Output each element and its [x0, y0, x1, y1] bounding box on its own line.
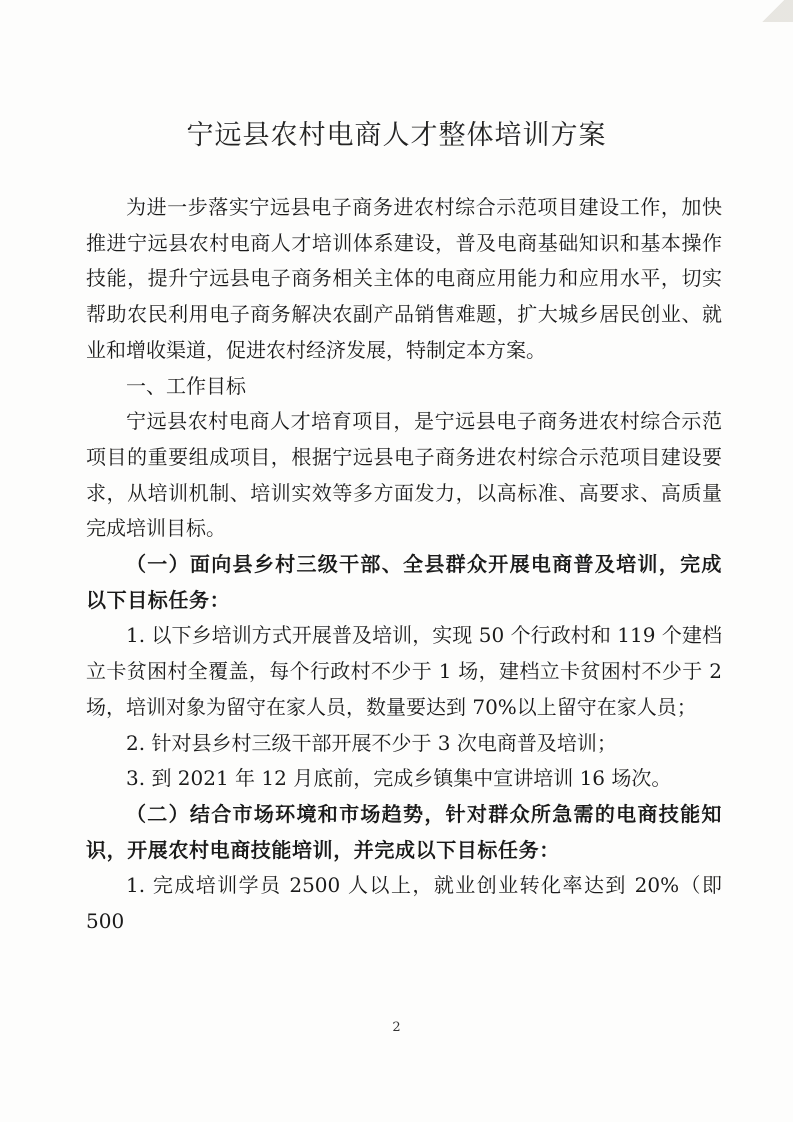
subsection-heading-2: （二）结合市场环境和市场趋势，针对群众所急需的电商技能知识，开展农村电商技能培训，并完成以下目标任务： — [86, 801, 722, 862]
section-heading-work-goals: 一、工作目标 — [126, 373, 246, 398]
page-corner-shadow — [753, 0, 793, 22]
subsection-heading-1: （一）面向县乡村三级干部、全县群众开展电商普及培训，完成以下目标任务： — [86, 552, 722, 612]
document-title: 宁远县农村电商人才整体培训方案 — [186, 120, 607, 151]
goals-paragraph: 宁远县农村电商人才培育项目，是宁远县电子商务进农村综合示范项目的重要组成项目，根据宁远县电子商务进农村综合示范项目建设要求，从培训机制、培训实效等多方面发力，以高标准、高要求、高质量完成培训目标。 — [86, 409, 722, 541]
document-body — [86, 190, 722, 940]
list-item: 3. 到 2021 年 12 月底前，完成乡镇集中宣讲培训 16 场次。 — [126, 766, 672, 791]
list-item: 1. 完成培训学员 2500 人以上，就业创业转化率达到 20%（即 500 — [86, 873, 722, 934]
list-item: 2. 针对县乡村三级干部开展不少于 3 次电商普及培训； — [126, 730, 617, 755]
intro-paragraph: 为进一步落实宁远县电子商务进农村综合示范项目建设工作，加快推进宁远县农村电商人才培训体系建设，普及电商基础知识和基本操作技能，提升宁远县电子商务相关主体的电商应用能力和应用水平，切实帮助农民利用电子商务解决农副产品销售难题，扩大城乡居民创业、就业和增收渠道，促进农村经济发展，特制定本方案。 — [86, 195, 722, 362]
list-item: 1. 以下乡培训方式开展普及培训，实现 50 个行政村和 119 个建档立卡贫困村全覆盖，每个行政村不少于 1 场，建档立卡贫困村不少于 2 场，培训对象为留守在家人员，数量要达到 70%以上留守在家人员； — [86, 623, 722, 719]
page-number: 2 — [392, 1020, 401, 1035]
